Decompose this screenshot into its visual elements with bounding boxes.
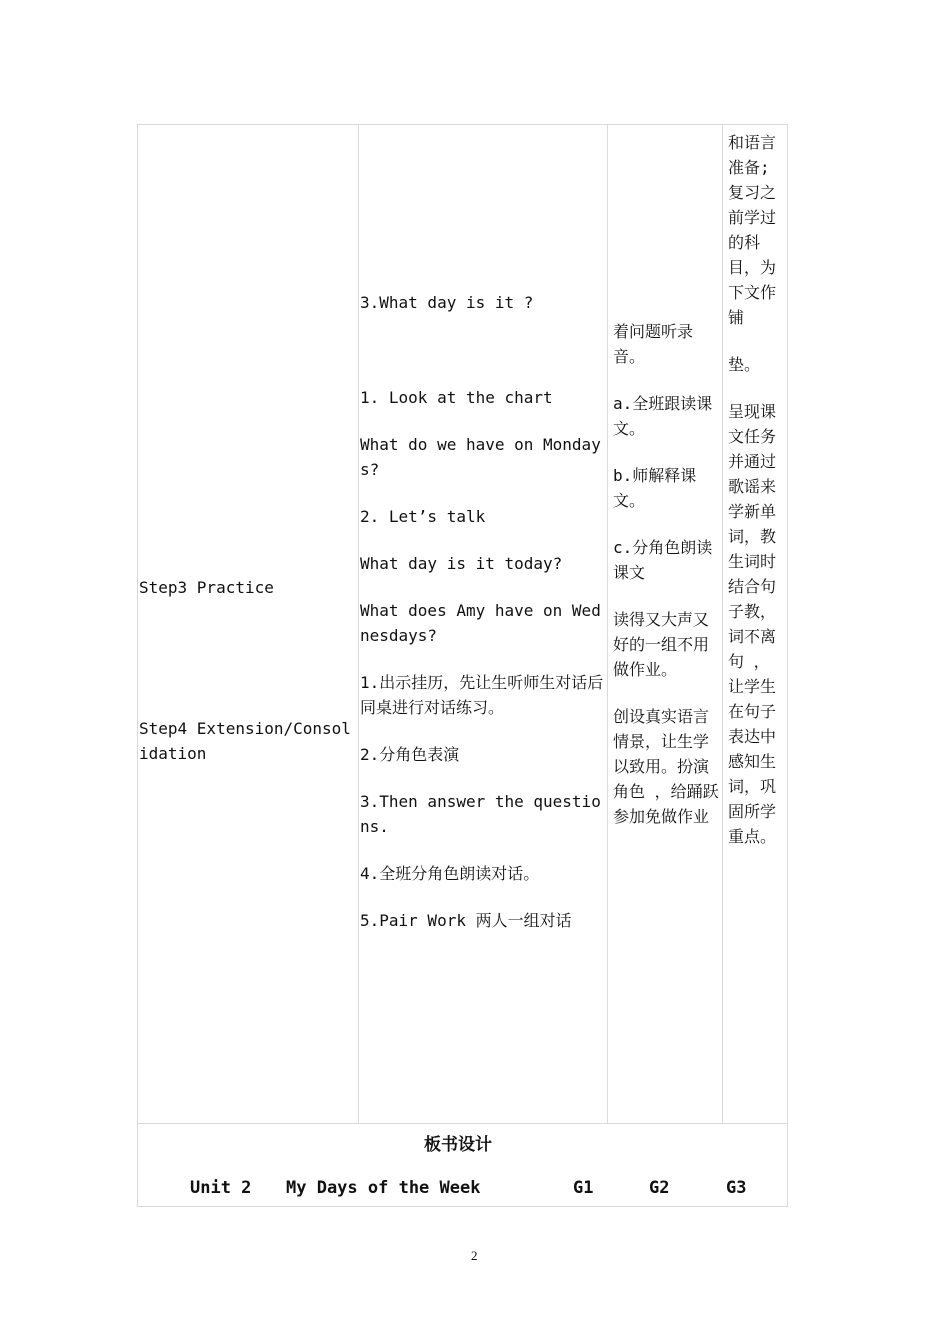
design-intent-present: 呈现课文任务并通过歌谣来学新单词，教生词时结合句子教，词不离句 ，让学生在句子表达中感知生词，巩固所学重点。 xyxy=(728,402,777,846)
activity-calendar: 1.出示挂历，先让生听师生对话后同桌进行对话练习。 xyxy=(360,673,604,717)
activity-today-question: What day is it today? xyxy=(360,554,563,573)
activity-look-chart: 1. Look at the chart xyxy=(360,388,553,407)
step3-label: Step3 Practice xyxy=(139,578,274,597)
step4-label: Step4 Extension/Consolidation xyxy=(139,719,351,763)
activity-lets-talk: 2. Let’s talk xyxy=(360,507,486,526)
student-activity-reward: 读得又大声又好的一组不用做作业。 xyxy=(613,610,710,679)
column-divider xyxy=(358,124,359,1123)
design-intent-cell xyxy=(728,130,784,871)
board-unit: Unit 2 xyxy=(190,1178,252,1198)
column-divider xyxy=(722,124,723,1123)
student-activity-situation: 创设真实语言情景，让生学以致用。扮演角色 ，给踊跃参加免做作业 xyxy=(613,707,719,826)
design-intent-pave: 垫。 xyxy=(728,355,761,374)
board-g1: G1 xyxy=(573,1178,594,1198)
activity-amy-question: What does Amy have on Wednesdays? xyxy=(360,601,601,645)
activity-what-day: 3.What day is it ? xyxy=(360,293,534,312)
row-divider xyxy=(137,1123,788,1124)
page-number: 2 xyxy=(471,1248,478,1263)
student-activity-listen: 着问题听录音。 xyxy=(613,322,694,366)
board-unit-title: My Days of the Week xyxy=(286,1178,481,1198)
student-activities-cell xyxy=(613,319,719,851)
activity-role-play: 2.分角色表演 xyxy=(360,745,460,764)
student-activity-role-read: c.分角色朗读课文 xyxy=(613,538,713,582)
design-intent-prep: 和语言准备;复习之前学过的科目，为下文作铺 xyxy=(728,133,777,327)
board-g2: G2 xyxy=(649,1178,670,1198)
activities-cell xyxy=(360,290,606,955)
board-design-title: 板书设计 xyxy=(424,1135,492,1155)
activity-class-reading: 4.全班分角色朗读对话。 xyxy=(360,864,540,883)
column-divider xyxy=(607,124,608,1123)
activity-answer-questions: 3.Then answer the questions. xyxy=(360,792,601,836)
student-activity-explain: b.师解释课文。 xyxy=(613,466,697,510)
activity-mondays-question: What do we have on Mondays? xyxy=(360,435,601,479)
activity-pair-work: 5.Pair Work 两人一组对话 xyxy=(360,911,572,930)
student-activity-read-along: a.全班跟读课文。 xyxy=(613,394,713,438)
board-g3: G3 xyxy=(726,1178,747,1198)
